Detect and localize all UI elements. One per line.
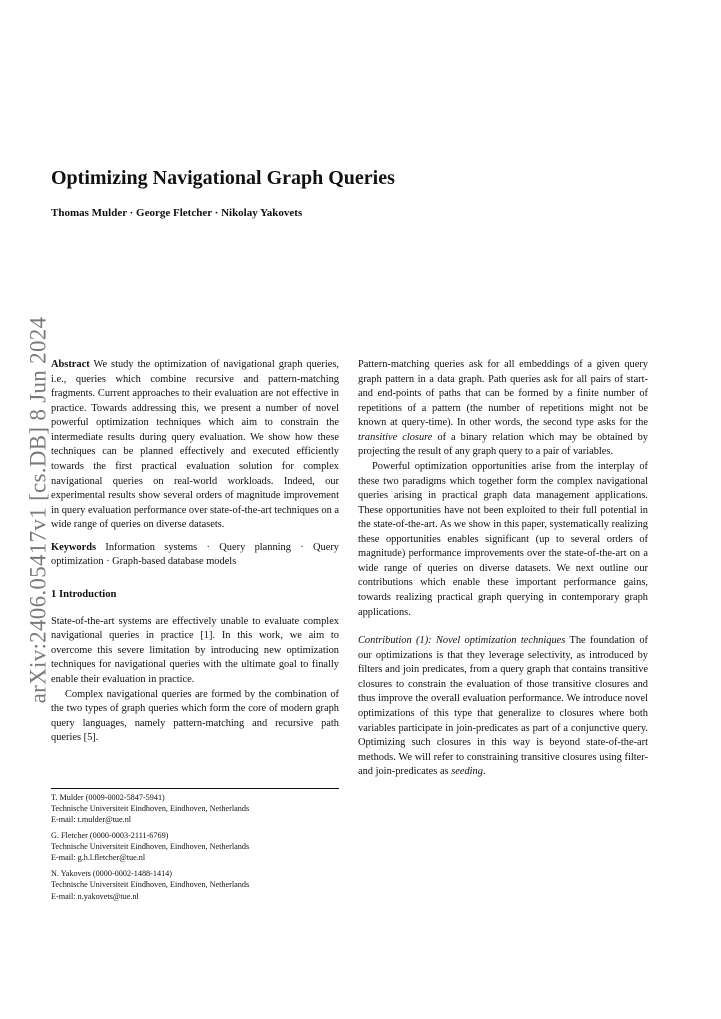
footnote-name: G. Fletcher (0000-0003-2111-6769) [51, 831, 169, 841]
footnote-affiliation: Technische Universiteit Eindhoven, Eindhoven, Netherlands [51, 804, 250, 814]
left-column [51, 358, 339, 746]
contribution-label: Contribution (1): Novel optimization techniques [358, 635, 566, 647]
intro-paragraph-1: State-of-the-art systems are effectively unable to evaluate complex navigational queries in practice [1]. In this work, we aim to overcome this severe limitation by introducing new optimization techniques for navigational queries with the ultimate goal to finally enable their evaluation in practice. [51, 615, 339, 685]
abstract-label: Abstract [51, 359, 90, 370]
footnote-name: T. Mulder (0009-0002-5847-5941) [51, 793, 165, 802]
contribution-text: The foundation of our optimizations is that they leverage selectivity, as introduced by filters and join predicates, from a query graph that contains transitive closures to constrain the evaluation of those transitive closures and thus improve the overall evaluation performance. We introduce novel optimizations of this type that generalize to closures where both variables participate in join-predicates as part of a conjunctive query. Optimizing such closures in this way is beyond state-of-the-art methods. We will refer to constraining transitive closures using filter- and join-predicates as [358, 635, 648, 778]
intro-paragraph-3: Pattern-matching queries ask for all embeddings of a given query graph pattern in a data graph. Path queries ask for all pairs of start- and end-points of paths that can be formed by a finite number of repetitions of a pattern (the number of repetitions might not be known at query-time). In other words, the second type asks for the transitive closure of a binary relation which may be obtained by projecting the result of any graph query to a pair of variables. [358, 359, 648, 458]
author-list: Thomas Mulder · George Fletcher · Nikolay Yakovets [51, 207, 303, 219]
footnote-author-1 [51, 792, 339, 825]
keywords [51, 541, 339, 570]
keywords-label: Keywords [51, 541, 97, 553]
footnote-affiliation: Technische Universiteit Eindhoven, Eindhoven, Netherlands [51, 880, 250, 890]
footnote-name: N. Yakovets (0000-0002-1488-1414) [51, 869, 172, 879]
abstract-text: We study the optimization of navigational graph queries, i.e., queries which combine recursive and pattern-matching fragments. Current approaches to their evaluation are not effective in practice. Towards addressing this, we present a number of novel powerful optimization techniques which aim to constrain the intermediate results during query evaluation. We show how these techniques can be planned effectively and executed efficiently towards the first practical evaluation solution for complex navigational queries on real-world workloads. Indeed, our experimental results show several orders of magnitude improvement in query evaluation performance over state-of-the-art techniques on a wide range of queries on diverse datasets. [51, 359, 339, 531]
section-heading-introduction: 1 Introduction [51, 588, 117, 600]
right-column [358, 358, 648, 780]
emphasis-transitive-closure: transitive closure [358, 431, 433, 443]
footnote-divider [51, 788, 339, 789]
footnote-affiliation: Technische Universiteit Eindhoven, Eindhoven, Netherlands [51, 842, 250, 852]
footnote-email: E-mail: n.yakovets@tue.nl [51, 891, 139, 901]
emphasis-seeding: seeding [451, 766, 483, 778]
paper-title: Optimizing Navigational Graph Queries [51, 167, 395, 189]
keywords-text: Information systems · Query planning · Query optimization · Graph-based database models [51, 541, 339, 568]
footnote-author-2 [51, 830, 339, 863]
abstract [51, 358, 339, 533]
arxiv-identifier: arXiv:2406.05417v1 [cs.DB] 8 Jun 2024 [25, 316, 50, 704]
contribution-paragraph: Contribution (1): Novel optimization techniques The foundation of our optimizations is that they leverage selectivity, as introduced by filters and join predicates, from a query graph that contains transitive closures to constrain the evaluation of those transitive closures and thus improve the overall evaluation performance. We introduce novel optimizations of this type that generalize to closures where both variables participate in join-predicates as part of a conjunctive query. Optimizing such closures in this way is beyond state-of-the-art methods. We will refer to constraining transitive closures using filter- and join-predicates as seeding. [358, 635, 648, 778]
footnote-email: E-mail: t.mulder@tue.nl [51, 815, 132, 825]
footnote-author-3 [51, 868, 339, 901]
intro-paragraph-4: Powerful optimization opportunities arise from the interplay of these two paradigms which together form the complex navigational queries arising in practical graph data management applications. These opportunities have not been exploited to their full potential in the state-of-the-art. As we show in this paper, systematically realizing these opportunities enables significant (up to several orders of magnitude) performance improvements over the state-of-the-art on a wide range of queries on diverse datasets. We next outline our contributions which enable these important performance gains, towards realizing practical graph querying in contemporary graph applications. [358, 460, 648, 618]
footnote-email: E-mail: g.h.l.fletcher@tue.nl [51, 853, 146, 863]
intro-paragraph-2: Complex navigational queries are formed by the combination of the two types of graph queries which form the core of modern graph query languages, namely pattern-matching and recursive path queries [5]. [51, 688, 339, 744]
author-footnotes [51, 792, 339, 907]
